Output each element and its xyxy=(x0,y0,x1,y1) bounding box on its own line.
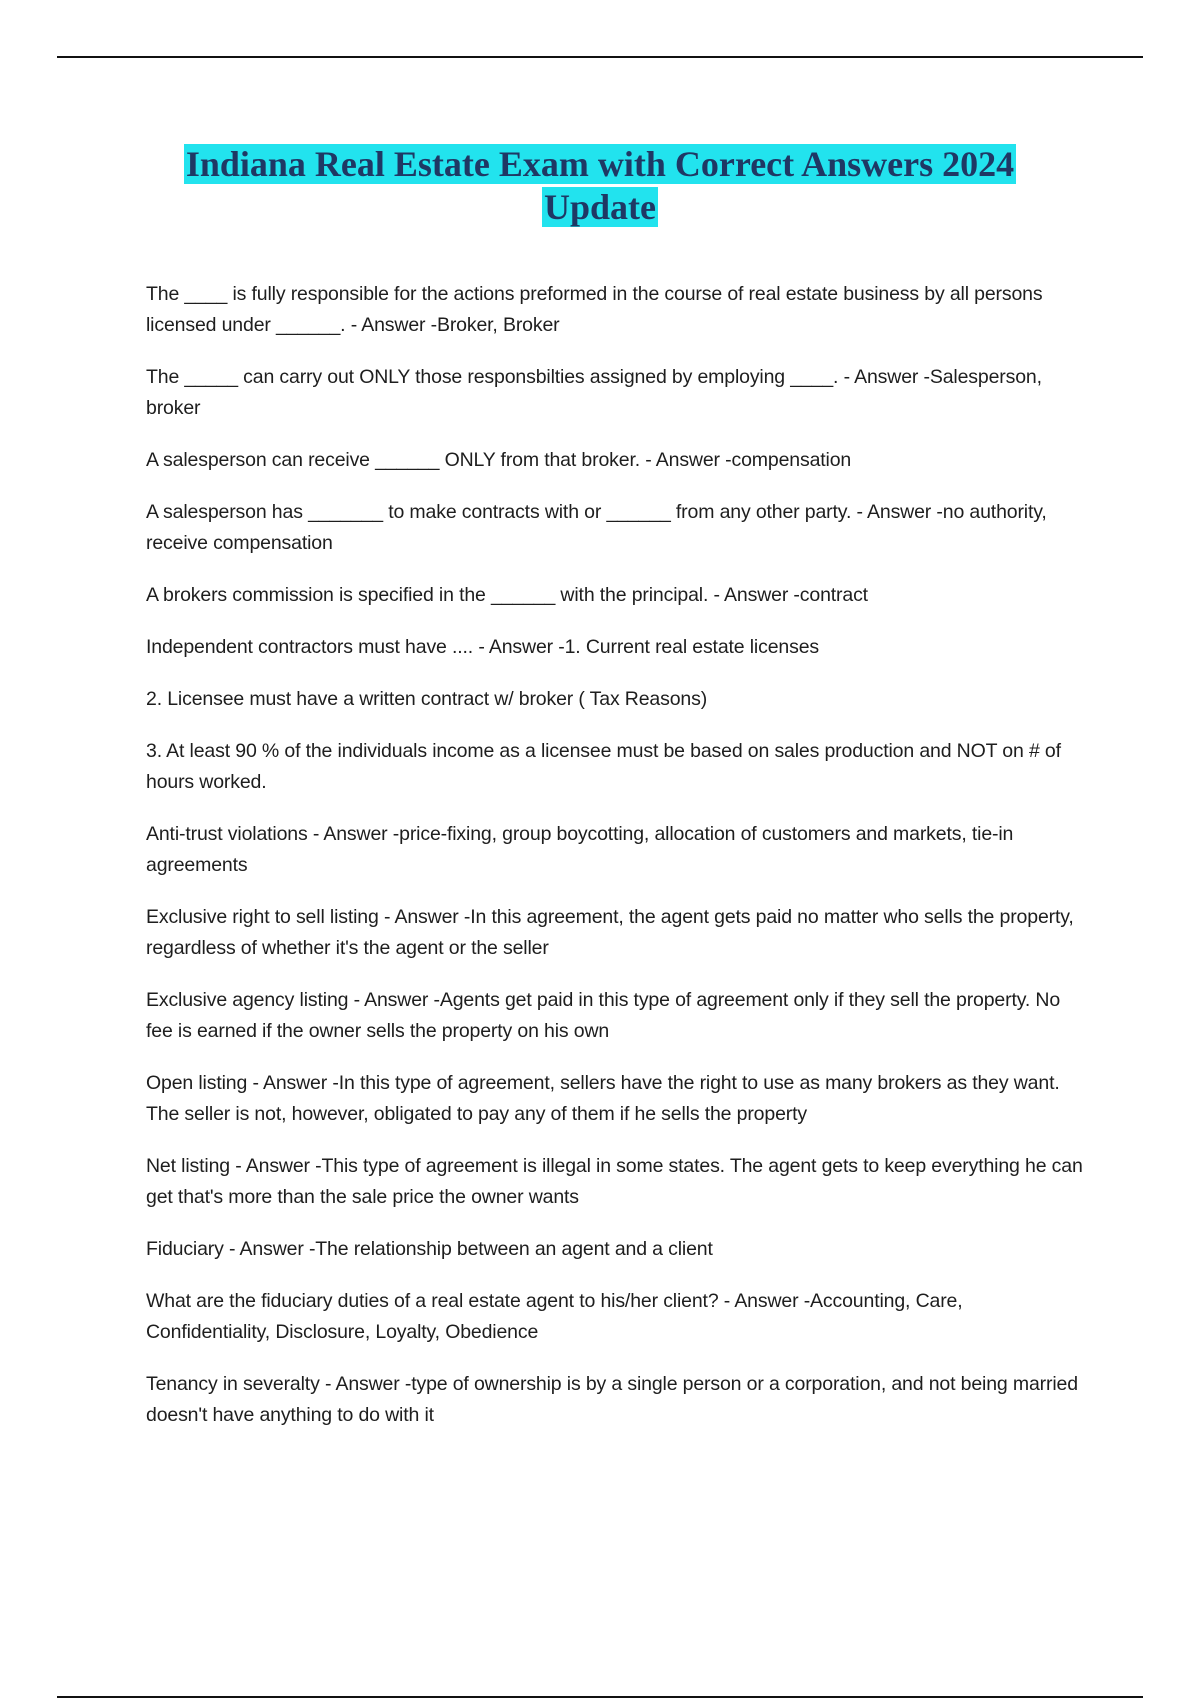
qa-item: A salesperson can receive ______ ONLY from that broker. - Answer -compensation xyxy=(146,449,852,471)
qa-item: The _____ can carry out ONLY those responsbilties assigned by employing ____. - Answer -Salesperson, broker xyxy=(146,366,1042,419)
qa-item: Independent contractors must have .... - Answer -1. Current real estate licenses xyxy=(146,636,820,658)
qa-item: Open listing - Answer -In this type of agreement, sellers have the right to use as many brokers as they want. The seller is not, however, obligated to pay any of them if he sells the property xyxy=(146,1072,1060,1125)
header-rule xyxy=(57,56,1143,58)
qa-item: Tenancy in severalty - Answer -type of ownership is by a single person or a corporation, and not being married doesn't have anything to do with it xyxy=(146,1373,1078,1426)
title-line-2: Update xyxy=(543,187,656,227)
qa-item: Fiduciary - Answer -The relationship between an agent and a client xyxy=(146,1238,713,1260)
qa-item: Exclusive agency listing - Answer -Agents get paid in this type of agreement only if they sell the property. No fee is earned if the owner sells the property on his own xyxy=(146,989,1061,1042)
qa-item: Exclusive right to sell listing - Answer -In this agreement, the agent gets paid no matter who sells the property, regardless of whether it's the agent or the seller xyxy=(146,906,1074,959)
qa-item: A salesperson has _______ to make contracts with or ______ from any other party. - Answer -no authority, receive compensation xyxy=(146,501,1047,554)
qa-item: 2. Licensee must have a written contract w/ broker ( Tax Reasons) xyxy=(146,688,708,710)
qa-item: What are the fiduciary duties of a real estate agent to his/her client? - Answer -Accounting, Care, Confidentiality, Disclosure, Loyalty, Obedience xyxy=(146,1290,963,1343)
title-line-1: Indiana Real Estate Exam with Correct Answers 2024 xyxy=(185,144,1015,184)
qa-list xyxy=(146,279,1086,1452)
qa-item: Net listing - Answer -This type of agreement is illegal in some states. The agent gets to keep everything he can get that's more than the sale price the owner wants xyxy=(146,1155,1083,1208)
qa-item: A brokers commission is specified in the ______ with the principal. - Answer -contract xyxy=(146,584,868,606)
document-title xyxy=(120,143,1080,229)
qa-item: The ____ is fully responsible for the actions preformed in the course of real estate business by all persons licensed under ______. - Answer -Broker, Broker xyxy=(146,283,1043,336)
qa-item: 3. At least 90 % of the individuals income as a licensee must be based on sales production and NOT on # of hours worked. xyxy=(146,740,1061,793)
footer-rule xyxy=(57,1696,1143,1698)
qa-item: Anti-trust violations - Answer -price-fixing, group boycotting, allocation of customers and markets, tie-in agreements xyxy=(146,823,1014,876)
